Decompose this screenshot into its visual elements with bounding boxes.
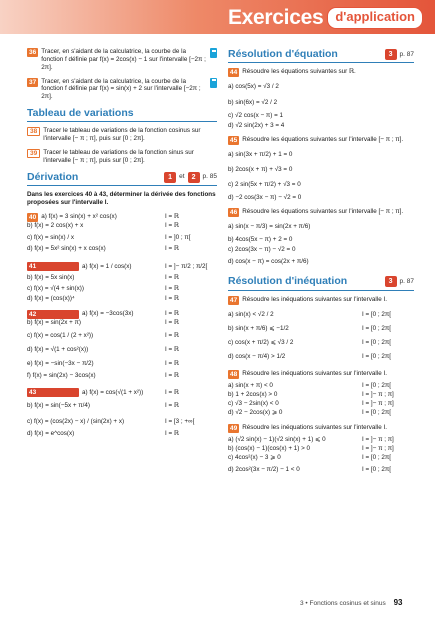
inequation-expr: a) sin(x) < √2 / 2 [228, 310, 274, 318]
function-expr: c) f(x) = sin(x) / x [27, 233, 75, 241]
function-expr: b) f(x) = 5x sin(x) [27, 274, 75, 282]
interval: I = ℝ [165, 284, 179, 292]
interval: I = ℝ [165, 346, 179, 354]
exercise-41 [27, 260, 217, 304]
exercise-48 [228, 370, 414, 418]
interval: I = [0 ; 2π[ [362, 338, 392, 346]
equation: d) √2 sin(2x) + 3 = 4 [228, 121, 285, 129]
ref-page: p. 85 [202, 173, 217, 181]
exercise-row [228, 322, 414, 336]
exercise-row [27, 357, 217, 372]
function-expr: a) f(x) = cos(√(1 + x²)) [82, 388, 144, 396]
interval: I = [0 ; 2π[ [362, 310, 392, 318]
inequation-expr: c) 4cos²(x) − 3 ⩾ 0 [228, 454, 281, 462]
exercise-47 [228, 296, 414, 364]
function-expr: a) f(x) = 3 sin(x) + x² cos(x) [41, 213, 117, 221]
exercise-number: 49 [230, 424, 238, 432]
exercise-text: Tracer, en s'aidant de la calculatrice, la courbe de la fonction f définie par f(x) = 2cos(x) − 1 sur l'intervalle [−2π ; 2π]. [41, 48, 206, 71]
exercise-intro [228, 208, 414, 217]
equation: d) cos(x − π) = cos(2x + π/6) [228, 258, 309, 266]
ref-and: et [179, 173, 185, 181]
equation: a) cos(5x) = √3 / 2 [228, 83, 279, 91]
function-expr: d) f(x) = 5x² sin(x) + x cos(x) [27, 245, 106, 253]
function-expr: b) f(x) = sin(2x + π) [27, 319, 82, 327]
exercise-text: Résoudre les inéquations suivantes sur l'intervalle I. [242, 295, 387, 303]
page-title [228, 5, 423, 31]
exercise-row [27, 344, 217, 357]
exercise-row [27, 399, 217, 414]
interval: I = ℝ [165, 372, 179, 380]
inequation-expr: b) (cos(x) − 1)(cos(x) + 1) > 0 [228, 445, 311, 453]
function-expr: c) f(x) = (cos(2x) − x) / (sin(2x) + x) [27, 417, 125, 425]
exercise-row [228, 350, 414, 364]
exercise-row [27, 213, 217, 222]
exercise-number: 42 [27, 310, 79, 319]
exercise-row [228, 436, 414, 445]
lesson-badge: 2 [188, 172, 200, 183]
exercise-38 [27, 127, 217, 143]
exercise-37 [27, 78, 217, 102]
lesson-badge: 3 [385, 49, 397, 60]
inequation-expr: c) cos(x + π/2) ⩽ √3 / 2 [228, 338, 294, 346]
exercise-row [27, 283, 217, 295]
exercise-text: Tracer le tableau de variations de la fonction cosinus sur l'intervalle [− π ; π], puis sur [0 ; 2π]. [43, 127, 201, 143]
exercise-row [27, 430, 217, 439]
inequation-expr: b) sin(x + π/6) ⩽ −1/2 [228, 324, 289, 332]
exercise-number: 48 [230, 370, 238, 378]
inequation-expr: c) √3 − 2sin(x) < 0 [228, 400, 279, 408]
exercise-text: Résoudre les inéquations suivantes sur l'intervalle I. [242, 423, 387, 431]
equation: a) sin(x − π/3) = sin(2x + π/6) [228, 222, 311, 230]
function-expr: f) f(x) = sin(2x) − 3cos(x) [27, 372, 96, 380]
exercise-text: Tracer, en s'aidant de la calculatrice, la courbe de la fonction f définie par f(x) = sin(x) + 2 sur l'intervalle [−2π ; 2π]. [41, 77, 201, 101]
section-variations [27, 107, 217, 122]
exercise-row [27, 245, 217, 254]
page-number: 93 [393, 598, 403, 607]
exercise-text: Résoudre les inéquations suivantes sur l'intervalle I. [242, 369, 387, 377]
exercise-row [228, 445, 414, 454]
exercise-45 [228, 136, 414, 202]
section-inequation [228, 275, 414, 290]
exercise-intro [228, 136, 414, 145]
exercise-number: 36 [29, 49, 37, 56]
exercise-row [27, 387, 217, 399]
exercise-number: 41 [27, 262, 79, 271]
section-title: Résolution d'inéquation [228, 275, 348, 288]
exercise-text: Résoudre les équations suivantes sur l'intervalle [− π ; π]. [242, 207, 404, 215]
interval: I = [0 ; 2π[ [362, 409, 392, 417]
exercise-number: 40 [29, 213, 37, 221]
exercise-row [228, 409, 414, 418]
exercise-text: Résoudre les équations suivantes sur l'intervalle [− π ; π]. [242, 135, 404, 143]
equation: c) 2 sin(5x + π/2) + √3 = 0 [228, 180, 301, 188]
interval: I = ℝ [165, 310, 179, 318]
inequation-expr: b) 1 + 2cos(x) > 0 [228, 391, 278, 399]
equation: c) √2 cos(x − π) = 1 [228, 112, 284, 120]
exercise-row [27, 222, 217, 231]
inequation-expr: a) (√2 sin(x) − 1)(√2 sin(x) + 1) ⩽ 0 [228, 436, 326, 444]
inequation-expr: d) 2cos²(3x − π/2) − 1 < 0 [228, 465, 300, 473]
equation: a) sin(3x + π/2) + 1 = 0 [228, 150, 293, 158]
inequation-expr: a) sin(x + π) < 0 [228, 382, 273, 390]
exercise-text: Résoudre les équations suivantes sur ℝ. [242, 68, 356, 76]
interval: I = ]− π/2 ; π/2[ [165, 262, 208, 270]
exercise-intro [228, 370, 414, 379]
function-expr: d) f(x) = √(1 + cos²(x)) [27, 346, 89, 354]
equation: c) 2cos(3x − π) − √2 = 0 [228, 245, 296, 253]
interval: I = ℝ [165, 331, 179, 339]
exercise-row [27, 231, 217, 245]
exercise-number: 39 [27, 149, 40, 158]
exercise-44 [228, 68, 414, 130]
interval: I = ℝ [165, 388, 179, 396]
interval: I = ]− π ; π] [362, 391, 394, 399]
interval: I = ℝ [165, 319, 179, 327]
exercise-row [228, 463, 414, 477]
function-expr: c) f(x) = cos(1 / (2 + x²)) [27, 331, 94, 339]
function-expr: d) f(x) = e^cos(x) [27, 430, 75, 438]
interval: I = ℝ [165, 274, 179, 282]
interval: I = ]0 ; π[ [165, 233, 191, 241]
exercise-row [27, 319, 217, 328]
exercise-intro [228, 296, 414, 305]
interval: I = [0 ; 2π[ [362, 382, 392, 390]
exercise-intro [228, 424, 414, 433]
exercise-row [228, 391, 414, 400]
exercise-row [27, 310, 217, 319]
exercise-number: 37 [29, 78, 37, 86]
exercise-42 [27, 310, 217, 381]
exercise-row [228, 454, 414, 463]
interval: I = ℝ [165, 402, 179, 410]
exercise-number: 45 [230, 136, 238, 144]
exercise-row [27, 372, 217, 381]
inequation-expr: d) cos(x − π/4) > 1/2 [228, 352, 286, 360]
exercise-36 [27, 48, 217, 72]
lesson-reference [164, 172, 217, 183]
page-header [0, 0, 435, 34]
function-expr: a) f(x) = 1 / cos(x) [82, 262, 132, 270]
right-column [228, 48, 414, 483]
lesson-badge: 1 [164, 172, 176, 183]
section-title: Résolution d'équation [228, 48, 338, 60]
exercise-number: 43 [27, 388, 79, 397]
section-derivation [27, 171, 217, 186]
derivation-intro: Dans les exercices 40 à 43, déterminer la dérivée des fonctions proposées sur l'intervalle I. [27, 190, 216, 206]
equation: b) 4cos(5x − π) + 2 = 0 [228, 235, 293, 243]
lesson-badge: 3 [385, 276, 397, 287]
exercise-row [27, 328, 217, 344]
exercise-row [228, 400, 414, 409]
title-main: Exercices [227, 6, 324, 29]
exercise-row [228, 336, 414, 350]
interval: I = [0 ; 2π[ [362, 324, 392, 332]
section-title: Dérivation [27, 170, 79, 183]
interval: I = ℝ [165, 245, 179, 253]
section-title: Tableau de variations [27, 107, 134, 120]
exercise-40 [27, 213, 217, 254]
page-footer [300, 598, 402, 608]
interval: I = ℝ [165, 360, 179, 368]
left-column [27, 48, 217, 445]
interval: I = [3 ; +∞[ [165, 417, 195, 425]
exercise-number: 46 [230, 208, 238, 216]
ref-page: p. 87 [399, 277, 414, 285]
calculator-icon [210, 78, 217, 88]
exercise-row [27, 295, 217, 304]
function-expr: b) f(x) = sin(−5x + π/4) [27, 402, 90, 410]
exercise-number: 47 [230, 296, 238, 304]
interval: I = ]− π ; π] [362, 436, 394, 444]
exercise-49 [228, 424, 414, 477]
exercise-number: 44 [230, 69, 238, 77]
exercise-row [27, 414, 217, 430]
interval: I = [0 ; 2π[ [362, 454, 392, 462]
exercise-intro [228, 68, 414, 77]
exercise-39 [27, 149, 217, 165]
exercise-number: 38 [27, 127, 40, 136]
function-expr: b) f(x) = 2 cos(x) + x [27, 222, 84, 230]
function-expr: a) f(x) = −3cos(3x) [82, 310, 134, 318]
chapter-label: 3 • Fonctions cosinus et sinus [300, 600, 386, 607]
interval: I = ℝ [165, 430, 179, 438]
title-pill: d'application [327, 7, 423, 29]
equation: b) 2cos(x + π) + √3 = 0 [228, 165, 293, 173]
interval: I = ℝ [165, 213, 179, 221]
lesson-reference [385, 276, 414, 287]
function-expr: e) f(x) = −sin(−3x − π/2) [27, 360, 94, 368]
section-equation [228, 48, 414, 63]
ref-page: p. 87 [399, 50, 414, 58]
exercise-row [27, 260, 217, 274]
exercise-46 [228, 208, 414, 270]
equation: d) −2 cos(3x − π) − √2 = 0 [228, 193, 302, 201]
function-expr: d) f(x) = (cos(x))⁴ [27, 295, 75, 303]
exercise-row [27, 274, 217, 283]
interval: I = ℝ [165, 222, 179, 230]
interval: I = [0 ; 2π[ [362, 465, 392, 473]
exercise-row [228, 308, 414, 322]
equation: b) sin(6x) = √2 / 2 [228, 99, 278, 107]
interval: I = [0 ; 2π[ [362, 352, 392, 360]
interval: I = ]− π ; π] [362, 445, 394, 453]
inequation-expr: d) √2 − 2cos(x) ⩾ 0 [228, 409, 283, 417]
function-expr: c) f(x) = √(4 + sin(x)) [27, 284, 84, 292]
lesson-reference [385, 49, 414, 60]
calculator-icon [210, 48, 217, 58]
interval: I = ℝ [165, 295, 179, 303]
interval: I = ]− π ; π] [362, 400, 394, 408]
exercise-43 [27, 387, 217, 439]
exercise-text: Tracer le tableau de variations de la fonction sinus sur l'intervalle [− π ; π], puis sur [0 ; 2π]. [43, 149, 194, 164]
exercise-row [228, 382, 414, 391]
